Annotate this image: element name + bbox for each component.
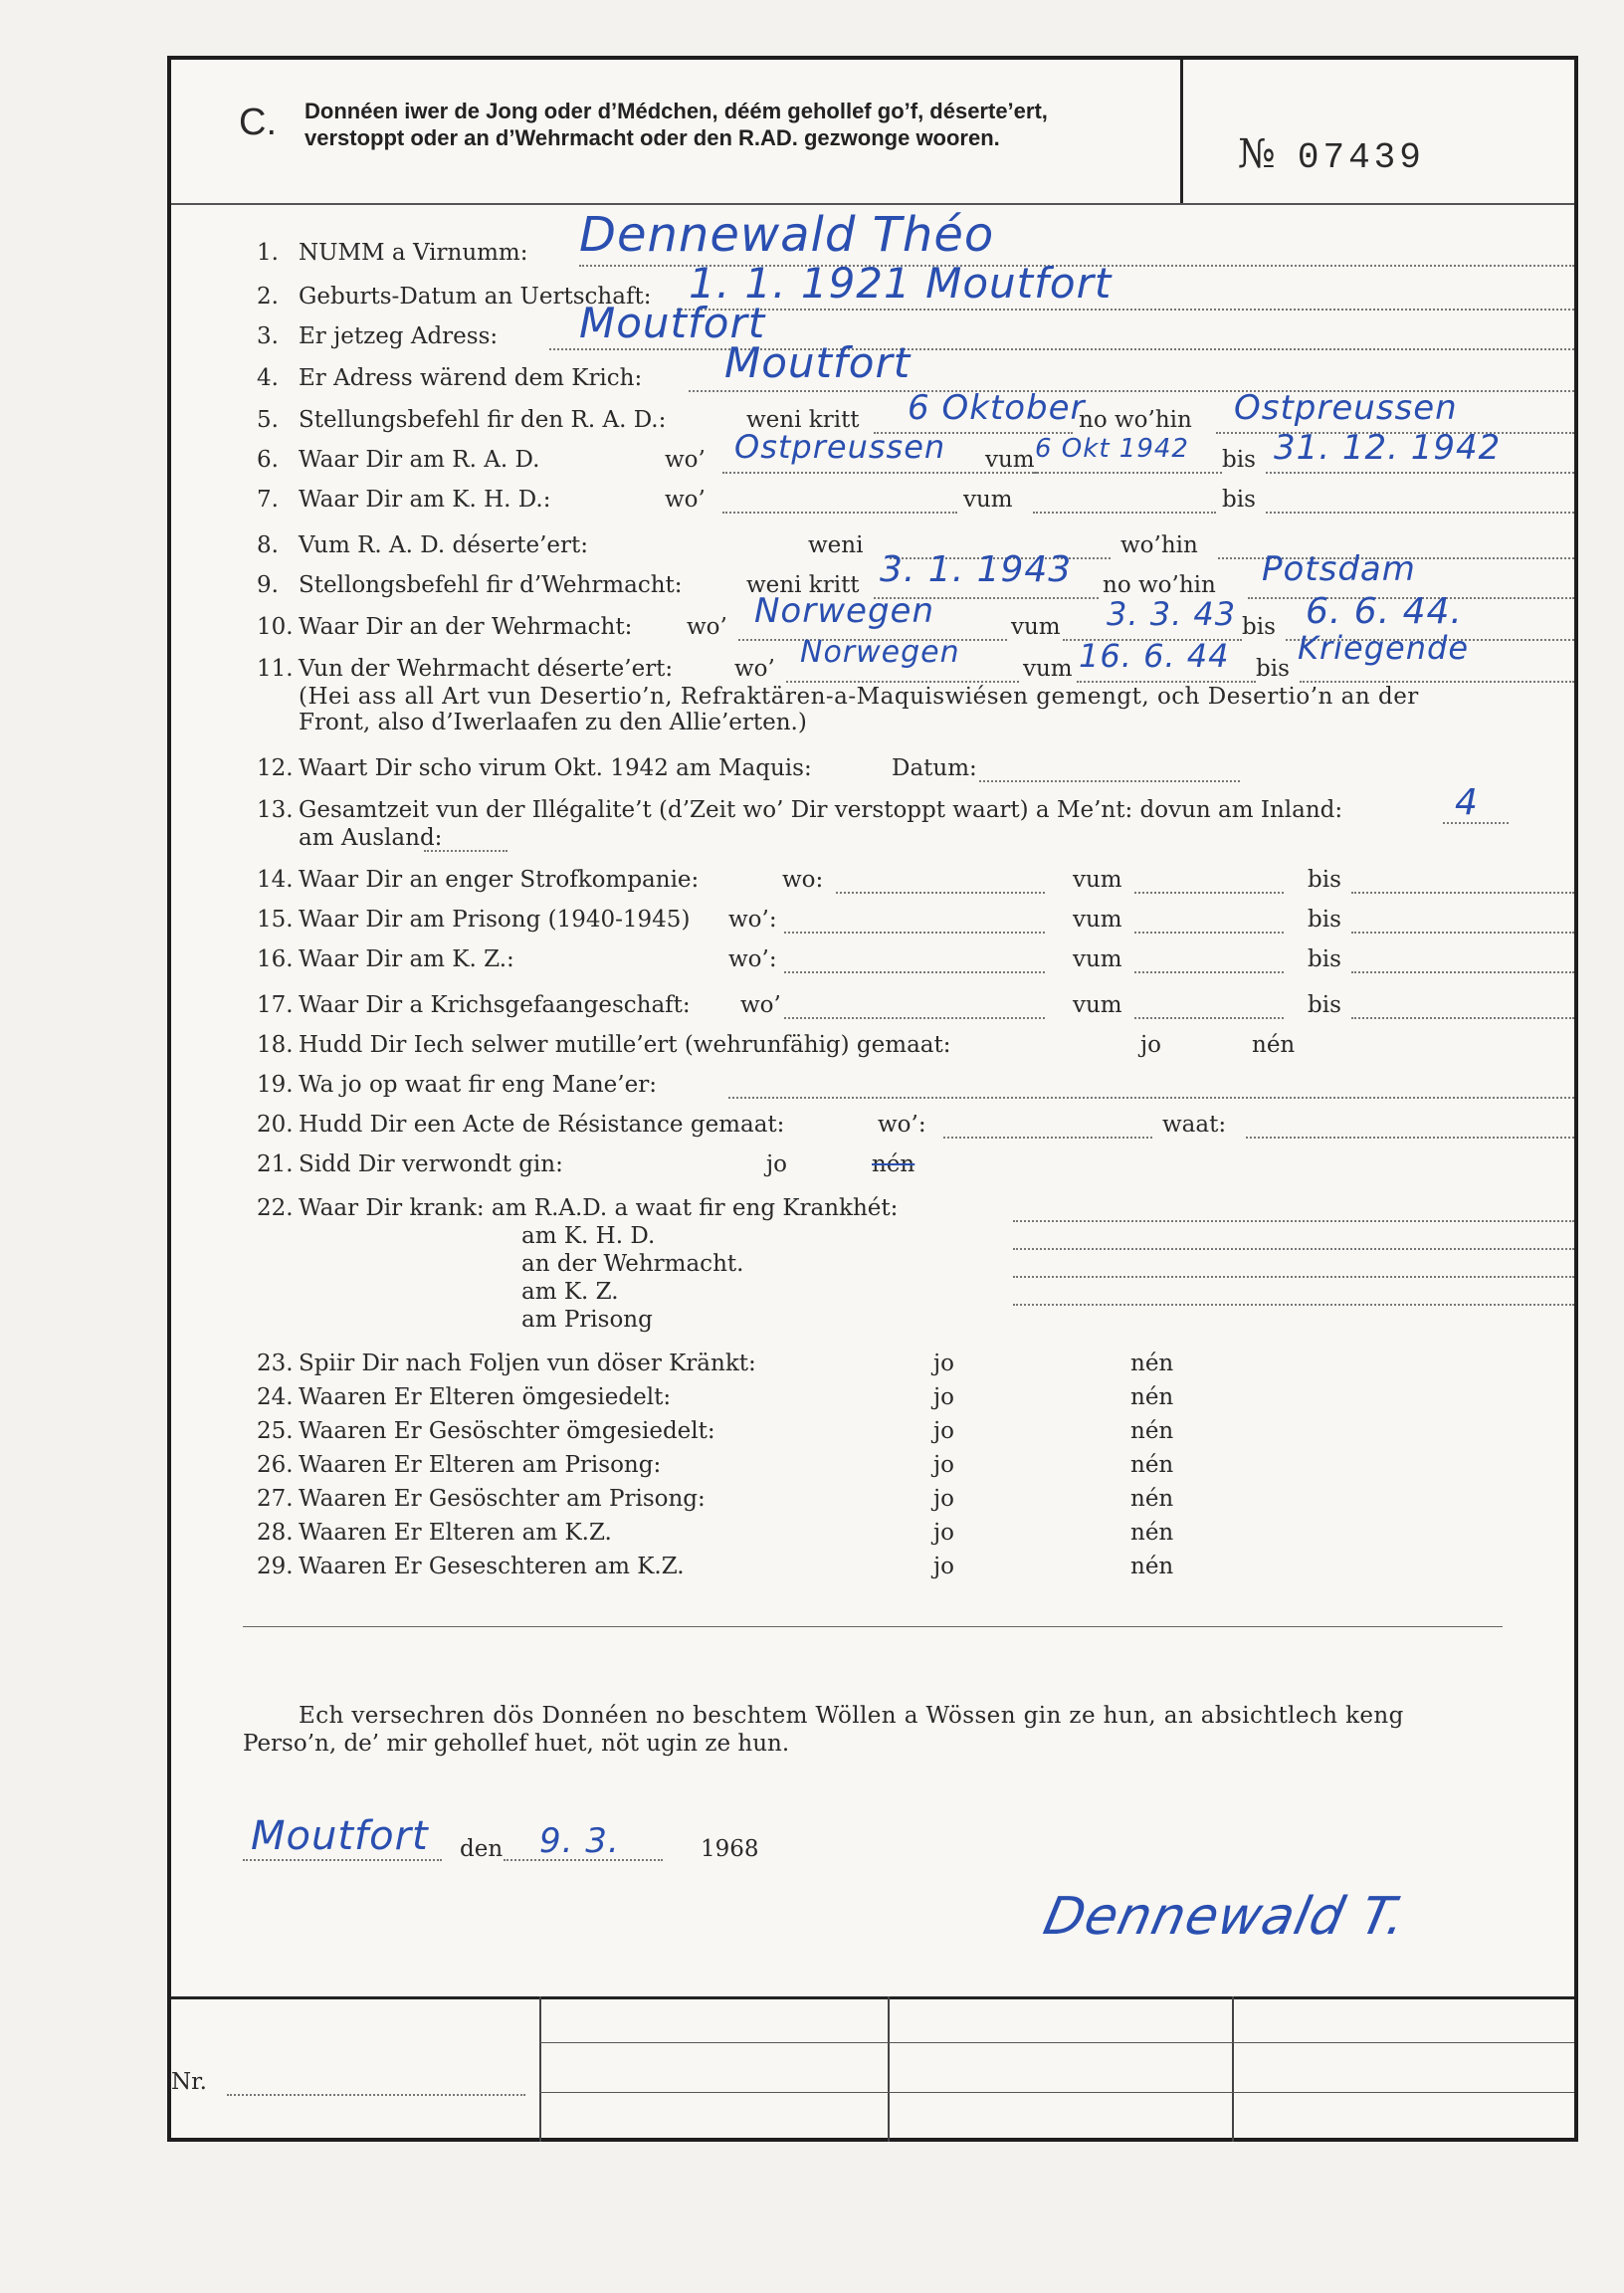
q-label: NUMM a Virnumm: — [299, 240, 528, 266]
jo-option[interactable]: jo — [933, 1418, 954, 1444]
jo-option[interactable]: jo — [933, 1486, 954, 1512]
wohin-label: wo’hin — [1120, 532, 1198, 558]
footer-box — [171, 1996, 1574, 2145]
question-19 — [257, 1071, 657, 1099]
question-4 — [257, 364, 642, 392]
q-label: Waaren Er Gesöschter ömgesiedelt: — [299, 1418, 715, 1444]
sub-prisong: am Prisong — [521, 1307, 653, 1333]
signature-year: 1968 — [701, 1836, 759, 1862]
answer-line — [784, 1017, 1045, 1019]
q-label: Waaren Er Elteren am K.Z. — [299, 1520, 612, 1546]
q-label: Stellungsbefehl fir den R. A. D.: — [299, 407, 667, 433]
nen-option[interactable]: nén — [1252, 1032, 1296, 1058]
q-label: Er Adress wärend dem Krich: — [299, 365, 643, 391]
question-24 — [257, 1383, 671, 1411]
wo-label: wo’ — [665, 447, 706, 473]
q-label: Waar Dir krank: am R.A.D. a waat fir eng Krankhét: — [299, 1195, 899, 1221]
q-label: Sidd Dir verwondt gin: — [299, 1151, 563, 1177]
q11-note-line1: (Hei ass all Art vun Desertio’n, Refraktären-a-Maquiswiésen gemengt, och Desertio’n an der — [299, 684, 1419, 710]
q-number: 18. — [257, 1032, 294, 1058]
q-label: Waaren Er Gesöschter am Prisong: — [299, 1486, 706, 1512]
question-1 — [257, 239, 528, 267]
answer-rad-to[interactable]: 31. 12. 1942 — [1274, 428, 1502, 468]
answer-wehrmacht-from[interactable]: 3. 3. 43 — [1107, 595, 1237, 633]
footer-row-divider — [539, 2092, 1574, 2093]
question-7 — [257, 486, 550, 514]
footer-col-divider — [888, 1996, 890, 2142]
answer-name[interactable]: Dennewald Théo — [579, 207, 995, 263]
q-label: Geburts-Datum an Uertschaft: — [299, 284, 652, 310]
place-line — [243, 1859, 442, 1861]
question-13 — [257, 796, 1342, 824]
answer-line — [549, 348, 1574, 350]
sub-wehrmacht: an der Wehrmacht. — [521, 1251, 744, 1277]
answer-address[interactable]: Moutfort — [579, 299, 766, 347]
wo-label: wo’: — [728, 907, 777, 933]
q-number: 5. — [257, 407, 279, 433]
weni-label: weni kritt — [746, 407, 860, 433]
answer-birth[interactable]: 1. 1. 1921 Moutfort — [689, 259, 1113, 308]
den-label: den — [460, 1836, 504, 1862]
footer-row-divider — [539, 2042, 1574, 2043]
nen-option[interactable]: nén — [1130, 1486, 1174, 1512]
question-9 — [257, 571, 683, 599]
answer-inland-months[interactable]: 4 — [1455, 782, 1479, 823]
vum-label: vum — [985, 447, 1035, 473]
q11-note-line2: Front, also d’Iwerlaafen zu den Allie’erten.) — [299, 710, 807, 735]
nen-option-struck[interactable]: nén — [872, 1151, 915, 1177]
question-18 — [257, 1031, 951, 1059]
answer-line — [722, 512, 957, 514]
q-number: 17. — [257, 992, 294, 1018]
answer-war-address[interactable]: Moutfort — [724, 338, 912, 387]
answer-rad-date[interactable]: 6 Oktober — [908, 388, 1086, 428]
sub-kz: am K. Z. — [521, 1279, 619, 1305]
bis-label: bis — [1308, 907, 1341, 933]
q-number: 19. — [257, 1072, 294, 1098]
question-10 — [257, 613, 632, 641]
section-letter: C. — [239, 102, 277, 143]
jo-option[interactable]: jo — [933, 1554, 954, 1579]
wo-label: wo’ — [740, 992, 781, 1018]
header-divider — [1180, 60, 1183, 203]
wohin-label: no wo’hin — [1079, 407, 1192, 433]
answer-line — [1033, 512, 1216, 514]
answer-line — [1033, 472, 1222, 474]
answer-line — [1134, 892, 1284, 894]
answer-line — [1013, 1276, 1574, 1278]
weni-label: weni kritt — [746, 572, 860, 598]
q-number: 9. — [257, 572, 279, 598]
q-number: 16. — [257, 946, 294, 972]
vum-label: vum — [1011, 614, 1061, 640]
jo-option[interactable]: jo — [933, 1520, 954, 1546]
question-14 — [257, 866, 699, 894]
question-22 — [257, 1194, 898, 1222]
bis-label: bis — [1256, 656, 1290, 682]
q-label: Waaren Er Elteren ömgesiedelt: — [299, 1384, 672, 1410]
q-number: 10. — [257, 614, 294, 640]
answer-rad-place[interactable]: Ostpreussen — [734, 428, 946, 466]
answer-wehrmacht-date[interactable]: 3. 1. 1943 — [880, 549, 1073, 590]
question-23 — [257, 1350, 756, 1377]
question-25 — [257, 1417, 715, 1445]
q-label: Gesamtzeit vun der Illégalite’t (d’Zeit wo’ Dir verstoppt waart) a Me’nt: dovun am Inland: — [299, 797, 1343, 823]
q-label: Waar Dir am Prisong (1940-1945) — [299, 907, 691, 933]
footer-nr-line — [227, 2094, 525, 2096]
answer-line — [1134, 971, 1284, 973]
waat-label: waat: — [1162, 1112, 1227, 1138]
answer-line — [943, 1137, 1152, 1139]
q-label: Waar Dir am R. A. D. — [299, 447, 540, 473]
answer-desertion-from[interactable]: 16. 6. 44 — [1079, 637, 1230, 675]
section-separator — [243, 1626, 1503, 1627]
jo-option[interactable]: jo — [766, 1151, 787, 1177]
answer-line — [1266, 472, 1574, 474]
answer-line — [1246, 1137, 1574, 1139]
q-label: Waar Dir a Krichsgefaangeschaft: — [299, 992, 691, 1018]
ausland-label: am Ausland: — [299, 825, 443, 851]
q-label: Waar Dir am K. H. D.: — [299, 487, 551, 513]
q-number: 26. — [257, 1452, 294, 1478]
form-title: Donnéen iwer de Jong oder d’Médchen, déém gehollef go’f, déserte’ert, verstoppt oder an d’Wehrmacht oder den R.AD. gezwonge wooren. — [304, 99, 1048, 150]
q-number: 4. — [257, 365, 279, 391]
q-number: 1. — [257, 240, 279, 266]
wo-label: wo’ — [665, 487, 706, 513]
question-8 — [257, 531, 588, 559]
q-number: 14. — [257, 867, 294, 893]
answer-desertion-to[interactable]: Kriegende — [1298, 629, 1469, 667]
form-number — [1238, 127, 1425, 178]
q-label: Waaren Er Geseschteren am K.Z. — [299, 1554, 685, 1579]
q-number: 21. — [257, 1151, 294, 1177]
q-number: 3. — [257, 323, 279, 349]
question-29 — [257, 1553, 685, 1580]
nen-option[interactable]: nén — [1130, 1351, 1174, 1376]
wo-label: wo: — [782, 867, 824, 893]
q-number: 7. — [257, 487, 279, 513]
question-5 — [257, 406, 666, 434]
question-27 — [257, 1485, 706, 1513]
question-3 — [257, 322, 498, 350]
nen-option[interactable]: nén — [1130, 1554, 1174, 1579]
answer-rad-destination[interactable]: Ostpreussen — [1234, 388, 1458, 428]
datum-label: Datum: — [892, 755, 977, 781]
q-number: 6. — [257, 447, 279, 473]
q-number: 27. — [257, 1486, 294, 1512]
answer-line — [728, 1097, 1574, 1099]
q-label: Hudd Dir een Acte de Résistance gemaat: — [299, 1112, 785, 1138]
bis-label: bis — [1242, 614, 1276, 640]
jo-option[interactable]: jo — [933, 1384, 954, 1410]
q-label: Waaren Er Elteren am Prisong: — [299, 1452, 662, 1478]
jo-option[interactable]: jo — [933, 1452, 954, 1478]
vum-label: vum — [1073, 946, 1122, 972]
q-label: Spiir Dir nach Foljen vun döser Kränkt: — [299, 1351, 756, 1376]
nen-option[interactable]: nén — [1130, 1384, 1174, 1410]
answer-line — [1013, 1220, 1574, 1222]
answer-line — [979, 780, 1240, 782]
weni-label: weni — [808, 532, 864, 558]
q-number: 22. — [257, 1195, 294, 1221]
q-number: 28. — [257, 1520, 294, 1546]
bis-label: bis — [1308, 946, 1341, 972]
q-number: 2. — [257, 284, 279, 310]
answer-wehrmacht-destination[interactable]: Potsdam — [1262, 549, 1416, 589]
q-label: Er jetzeg Adress: — [299, 323, 499, 349]
answer-wehrmacht-to[interactable]: 6. 6. 44. — [1306, 591, 1463, 632]
wo-label: wo’ — [687, 614, 727, 640]
signature-date[interactable]: 9. 3. — [539, 1821, 620, 1861]
answer-line — [836, 892, 1045, 894]
vum-label: vum — [1073, 907, 1122, 933]
q-number: 20. — [257, 1112, 294, 1138]
q-label: Stellongsbefehl fir d’Wehrmacht: — [299, 572, 683, 598]
answer-rad-from[interactable]: 6 Okt 1942 — [1035, 434, 1189, 464]
q-number: 23. — [257, 1351, 294, 1376]
q-number: 25. — [257, 1418, 294, 1444]
declaration-line1: Ech versechren dös Donnéen no beschtem Wöllen a Wössen gin ze hun, an absichtlech keng — [299, 1703, 1404, 1729]
question-20 — [257, 1111, 784, 1139]
q-number: 24. — [257, 1384, 294, 1410]
answer-line — [1351, 932, 1574, 934]
answer-line — [1351, 892, 1574, 894]
bis-label: bis — [1222, 447, 1256, 473]
footer-nr-label: Nr. — [171, 2069, 207, 2095]
sub-khd: am K. H. D. — [521, 1223, 656, 1249]
question-11 — [257, 655, 673, 683]
answer-wehrmacht-place[interactable]: Norwegen — [754, 591, 934, 631]
q-label: Waar Dir an enger Strofkompanie: — [299, 867, 700, 893]
signature: Dennewald T. — [1038, 1887, 1412, 1947]
question-21 — [257, 1150, 563, 1178]
answer-line — [1351, 1017, 1574, 1019]
q-number: 8. — [257, 532, 279, 558]
q-label: Waart Dir scho virum Okt. 1942 am Maquis: — [299, 755, 812, 781]
question-26 — [257, 1451, 661, 1479]
footer-col-divider — [539, 1996, 541, 2142]
vum-label: vum — [1023, 656, 1073, 682]
question-12 — [257, 754, 812, 782]
answer-line — [784, 932, 1045, 934]
nen-option[interactable]: nén — [1130, 1520, 1174, 1546]
wohin-label: no wo’hin — [1103, 572, 1216, 598]
answer-line — [1013, 1248, 1574, 1250]
number-value: 07439 — [1297, 137, 1425, 178]
bis-label: bis — [1308, 992, 1341, 1018]
vum-label: vum — [1073, 867, 1122, 893]
answer-line — [784, 971, 1045, 973]
jo-option[interactable]: jo — [1140, 1032, 1161, 1058]
wo-label: wo’ — [734, 656, 775, 682]
answer-line — [1351, 971, 1574, 973]
footer-col-divider — [1232, 1996, 1234, 2142]
q-label: Vum R. A. D. déserte’ert: — [299, 532, 588, 558]
q-label: Waar Dir an der Wehrmacht: — [299, 614, 633, 640]
nen-option[interactable]: nén — [1130, 1452, 1174, 1478]
signature-place[interactable]: Moutfort — [251, 1813, 429, 1859]
bis-label: bis — [1308, 867, 1341, 893]
answer-line — [1134, 1017, 1284, 1019]
vum-label: vum — [963, 487, 1013, 513]
question-15 — [257, 906, 690, 934]
wo-label: wo’: — [728, 946, 777, 972]
header-rule — [171, 203, 1574, 205]
q-number: 12. — [257, 755, 294, 781]
answer-line — [1013, 1304, 1574, 1306]
q-number: 15. — [257, 907, 294, 933]
question-28 — [257, 1519, 612, 1547]
form-sheet — [167, 56, 1578, 2142]
bis-label: bis — [1222, 487, 1256, 513]
q-number: 29. — [257, 1554, 294, 1579]
question-6 — [257, 446, 539, 474]
answer-line — [1134, 932, 1284, 934]
answer-line — [677, 309, 1574, 311]
q-number: 13. — [257, 797, 294, 823]
jo-option[interactable]: jo — [933, 1351, 954, 1376]
q-label: Vun der Wehrmacht déserte’ert: — [299, 656, 674, 682]
q-label: Waar Dir am K. Z.: — [299, 946, 514, 972]
declaration-line2: Perso’n, de’ mir gehollef huet, nöt ugin ze hun. — [243, 1731, 790, 1757]
number-symbol: № — [1238, 131, 1276, 177]
q-label: Hudd Dir Iech selwer mutille’ert (wehrunfähig) gemaat: — [299, 1032, 951, 1058]
q-label: Wa jo op waat fir eng Mane’er: — [299, 1072, 657, 1098]
nen-option[interactable]: nén — [1130, 1418, 1174, 1444]
answer-desertion-place[interactable]: Norwegen — [800, 635, 960, 670]
q-number: 11. — [257, 656, 294, 682]
answer-line — [424, 850, 508, 852]
question-16 — [257, 945, 514, 973]
question-17 — [257, 991, 691, 1019]
vum-label: vum — [1073, 992, 1122, 1018]
answer-line — [1266, 512, 1574, 514]
wo-label: wo’: — [878, 1112, 926, 1138]
